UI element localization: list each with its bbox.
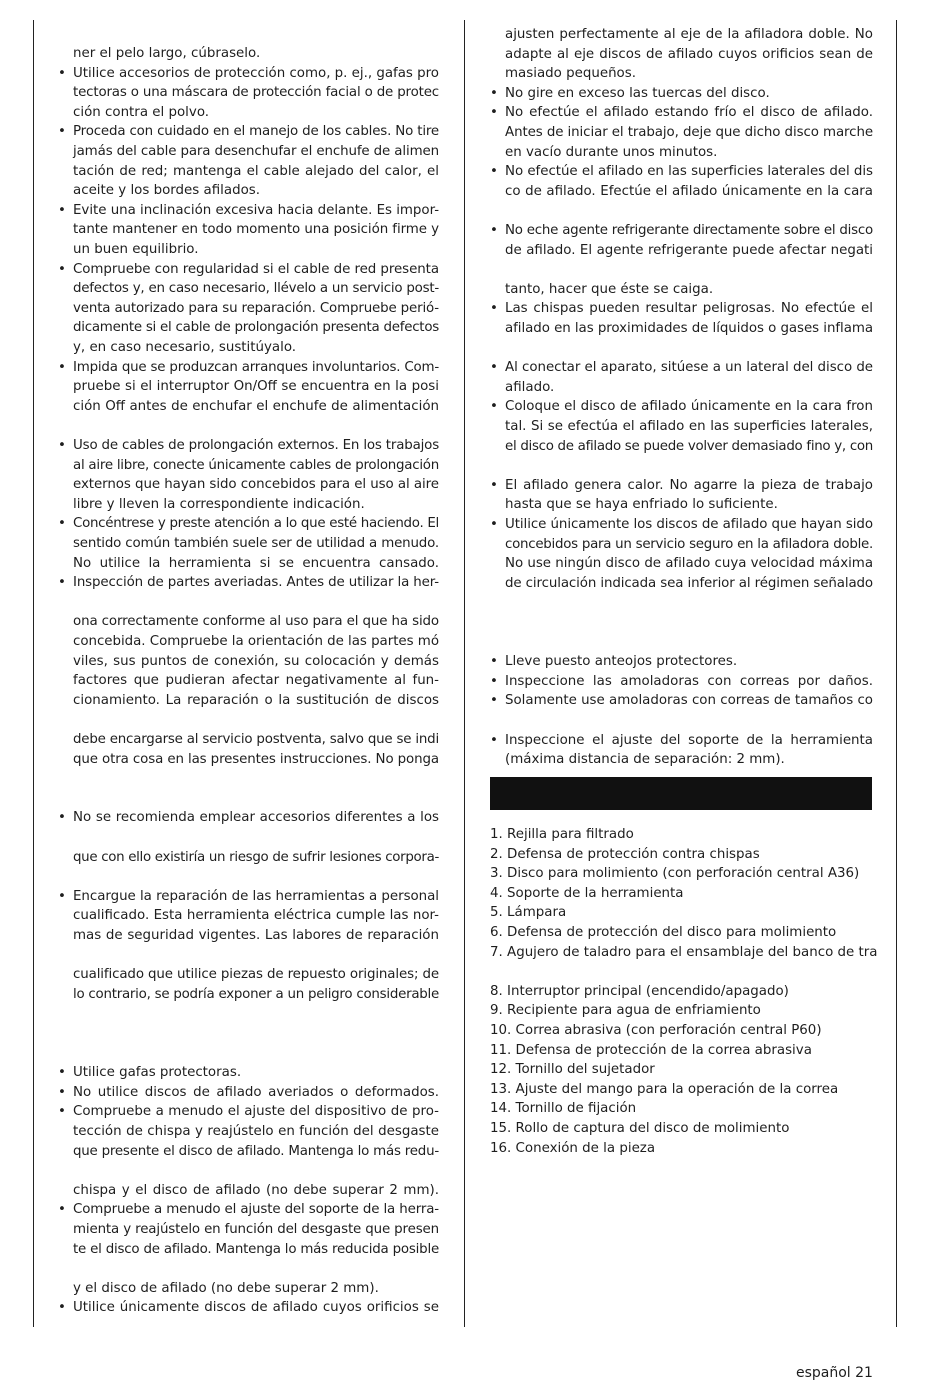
parts-list — [490, 825, 878, 1158]
right-text-line: No gire en exceso las tuercas del disco. — [505, 85, 770, 101]
left-text-line: tante mantener en todo momento una posición firme y — [73, 222, 439, 238]
right-text-line: No efectúe el afilado en las superficies laterales del dis — [505, 164, 873, 180]
right-text-line: afilado. — [505, 379, 555, 395]
left-text-line: Impida que se produzcan arranques involuntarios. Com- — [73, 359, 439, 375]
parts-list-item: 15. Rollo de captura del disco de molimiento — [490, 1120, 790, 1136]
left-text-line: Inspección de partes averiadas. Antes de utilizar la her- — [73, 575, 439, 591]
left-text-line: Compruebe a menudo el ajuste del dispositivo de pro- — [73, 1104, 439, 1120]
left-text-line: debe encargarse al servicio postventa, salvo que se indi — [73, 732, 439, 747]
right-text-line: el disco de afilado se puede volver demasiado fino y, con — [505, 438, 873, 454]
right-column — [466, 0, 896, 1387]
left-text-line: No utilice discos de afilado averiados o deformados. — [73, 1084, 439, 1100]
left-text-line: mienta y reajústelo en función del desgaste que presen — [73, 1222, 439, 1237]
bullet-marker: • — [58, 202, 66, 218]
bullet-marker: • — [58, 65, 66, 81]
bullet-marker: • — [58, 1104, 66, 1120]
bullet-marker: • — [58, 1065, 66, 1081]
right-text-line: El afilado genera calor. No agarre la pieza de trabajo — [505, 477, 873, 493]
parts-list-item: 9. Recipiente para agua de enfriamiento — [490, 1003, 761, 1019]
right-text-line: concebidos para un servicio seguro en la afiladora doble. — [505, 536, 873, 552]
right-text-line: hasta que se haya enfriado lo suficiente. — [505, 497, 778, 513]
left-text-line: Utilice únicamente discos de afilado cuyos orificios se — [73, 1300, 439, 1316]
bullet-marker: • — [490, 223, 498, 238]
left-text-line: viles, sus puntos de conexión, su colocación y demás — [73, 653, 439, 669]
left-text-line: tección de chispa y reajústelo en función del desgaste — [73, 1124, 439, 1139]
right-text-line: (máxima distancia de separación: 2 mm). — [505, 752, 785, 768]
left-text-line: aceite y los bordes afilados. — [73, 183, 261, 199]
left-text-line: libre y lleven la correspondiente indicación. — [73, 496, 365, 512]
bullet-marker: • — [58, 1084, 66, 1100]
left-text-line: ner el pelo largo, cúbraselo. — [73, 46, 261, 61]
left-text-line: cualificado. Esta herramienta eléctrica cumple las nor- — [73, 908, 439, 924]
column-divider-rule — [464, 20, 465, 1327]
left-text-line: ción contra el polvo. — [73, 104, 210, 120]
bullet-marker: • — [490, 164, 498, 180]
parts-list-item: 11. Defensa de protección de la correa abrasiva — [490, 1042, 812, 1058]
left-text-line: ona correctamente conforme al uso para el que ha sido — [73, 614, 439, 630]
left-text-line: un buen equilibrio. — [73, 242, 199, 257]
right-text-line: Las chispas pueden resultar peligrosas. No efectúe el — [505, 301, 873, 317]
right-text-line: adapte al eje discos de afilado cuyos orificios sean de — [505, 46, 873, 62]
left-text-line: al aire libre, conecte únicamente cables de prolongación — [73, 457, 439, 473]
left-text-line: Evite una inclinación excesiva hacia delante. Es impor- — [73, 202, 439, 218]
left-text-line: factores que pudieran afectar negativamente al fun- — [73, 673, 439, 689]
bullet-marker: • — [490, 301, 498, 317]
left-column — [0, 0, 462, 1387]
bullet-marker: • — [58, 575, 66, 591]
parts-list-item: 3. Disco para molimiento (con perforación central A36) — [490, 866, 860, 882]
left-text-line: pruebe si el interruptor On/Off se encuentra en la posi — [73, 379, 439, 395]
bullet-marker: • — [58, 888, 66, 904]
parts-list-item: 4. Soporte de la herramienta — [490, 885, 684, 901]
left-text-line: Uso de cables de prolongación externos. En los trabajos — [73, 438, 439, 453]
parts-list-item: 5. Lámpara — [490, 905, 567, 921]
bullet-marker: • — [490, 654, 498, 670]
left-text-line: No utilice la herramienta si se encuentra cansado. — [73, 555, 439, 571]
left-text-line: tectoras o una máscara de protección facial o de protec — [73, 85, 439, 101]
parts-list-item: 14. Tornillo de fijación — [490, 1101, 637, 1117]
left-text-line: cualificado que utilice piezas de repuesto originales; de — [73, 967, 439, 983]
right-text-line: No eche agente refrigerante directamente sobre el disco — [505, 223, 873, 238]
right-text-line: Utilice únicamente los discos de afilado que hayan sido — [505, 517, 873, 532]
left-text-line: te el disco de afilado. Mantenga lo más reducida posible — [73, 1241, 439, 1257]
left-text-line: que presente el disco de afilado. Mantenga lo más redu- — [73, 1143, 439, 1159]
left-text-line: que otra cosa en las presentes instrucciones. No ponga — [73, 751, 439, 767]
left-text-line: sentido común también suele ser de utilidad a menudo. — [73, 536, 439, 551]
bullet-marker: • — [490, 399, 498, 415]
left-text-line: Utilice gafas protectoras. — [73, 1065, 242, 1081]
left-text-line: lo contrario, se podría exponer a un peligro considerable — [73, 986, 439, 1002]
left-text-line: dicamente si el cable de prolongación presenta defectos — [73, 320, 439, 336]
right-text-line: No use ningún disco de afilado cuya velocidad máxima — [505, 556, 873, 572]
right-text-line: Solamente use amoladoras con correas de tamaños co — [505, 693, 873, 709]
bullet-marker: • — [490, 517, 498, 532]
parts-list-item: 7. Agujero de taladro para el ensamblaje del banco de tra — [490, 944, 878, 960]
right-text-line: co de afilado. Efectúe el afilado únicamente en la cara — [505, 183, 873, 199]
bullet-marker: • — [58, 1300, 66, 1316]
bullet-marker: • — [58, 1202, 66, 1218]
parts-list-item: 2. Defensa de protección contra chispas — [490, 846, 760, 862]
parts-list-item — [490, 962, 878, 982]
bullet-marker: • — [490, 693, 498, 709]
left-text-line: concebida. Compruebe la orientación de las partes mó — [73, 634, 439, 649]
left-text-line: Concéntrese y preste atención a lo que esté haciendo. El — [73, 516, 439, 532]
bullet-marker: • — [58, 124, 66, 140]
parts-list-item: 10. Correa abrasiva (con perforación central P60) — [490, 1022, 822, 1038]
parts-list-item: 12. Tornillo del sujetador — [490, 1062, 655, 1078]
right-text-line: Antes de iniciar el trabajo, deje que dicho disco marche — [505, 125, 873, 140]
bullet-marker: • — [58, 438, 66, 453]
left-text-line: y el disco de afilado (no debe superar 2 mm). — [73, 1280, 379, 1296]
left-text-line: cionamiento. La reparación o la sustitución de discos — [73, 692, 439, 708]
parts-list-item: 16. Conexión de la pieza — [490, 1140, 656, 1156]
left-text-line: No se recomienda emplear accesorios diferentes a los — [73, 810, 439, 826]
right-margin-rule — [896, 20, 897, 1327]
left-text-line: mas de seguridad vigentes. Las labores de reparación — [73, 928, 439, 943]
left-text-line: que con ello existiría un riesgo de sufrir lesiones corpora- — [73, 849, 439, 865]
bullet-marker: • — [490, 360, 498, 376]
right-text-line: tanto, hacer que éste se caiga. — [505, 281, 714, 297]
right-text-line: de circulación indicada sea inferior al régimen señalado — [505, 575, 873, 591]
right-text-line: Lleve puesto anteojos protectores. — [505, 654, 738, 670]
left-text-line: Compruebe con regularidad si el cable de red presenta — [73, 261, 439, 277]
bullet-marker: • — [490, 85, 498, 101]
right-text-line: de afilado. El agente refrigerante puede afectar negati — [505, 242, 873, 258]
right-text-line: en vacío durante unos minutos. — [505, 144, 718, 160]
left-text-line: Proceda con cuidado en el manejo de los cables. No tire — [73, 124, 439, 140]
parts-list-item: 8. Interruptor principal (encendido/apagado) — [490, 983, 789, 999]
right-text-line: masiado pequeños. — [505, 66, 636, 82]
right-text-line: Inspeccione las amoladoras con correas por daños. — [505, 673, 873, 689]
parts-list-item: 6. Defensa de protección del disco para molimiento — [490, 924, 837, 940]
left-text-line: y, en caso necesario, sustitúyalo. — [73, 340, 297, 355]
left-text-line: defectos y, en caso necesario, llévelo a un servicio post- — [73, 281, 439, 297]
left-text-line: Utilice accesorios de protección como, p. ej., gafas pro — [73, 65, 439, 81]
bullet-marker: • — [490, 105, 498, 121]
bullet-marker: • — [58, 359, 66, 375]
right-text-line: Coloque el disco de afilado únicamente en la cara fron — [505, 399, 873, 415]
right-text-line: Inspeccione el ajuste del soporte de la herramienta — [505, 732, 873, 748]
bullet-marker: • — [58, 261, 66, 277]
parts-list-item: 13. Ajuste del mango para la operación de la correa — [490, 1081, 839, 1097]
left-text-line: externos que hayan sido concebidos para el uso al aire — [73, 477, 439, 493]
left-text-line: Encargue la reparación de las herramientas a personal — [73, 888, 439, 904]
left-text-line: Compruebe a menudo el ajuste del soporte de la herra- — [73, 1202, 439, 1218]
left-text-line: tación de red; mantenga el cable alejado del calor, el — [73, 163, 439, 179]
bullet-marker: • — [490, 477, 498, 493]
right-text-line: No efectúe el afilado estando frío el disco de afilado. — [505, 105, 873, 121]
section-header-bar — [490, 777, 872, 810]
left-text-line: venta autorizado para su reparación. Compruebe perió- — [73, 300, 439, 316]
page-number: español 21 — [796, 1365, 873, 1381]
bullet-marker: • — [490, 673, 498, 689]
parts-list-item: 1. Rejilla para filtrado — [490, 827, 634, 842]
right-text-line: afilado en las proximidades de líquidos o gases inflama — [505, 321, 873, 336]
bullet-marker: • — [58, 810, 66, 826]
bullet-marker: • — [490, 732, 498, 748]
bullet-marker: • — [58, 516, 66, 532]
right-text-line: ajusten perfectamente al eje de la afiladora doble. No — [505, 27, 873, 42]
left-text-line: chispa y el disco de afilado (no debe superar 2 mm). — [73, 1182, 439, 1198]
left-text-line: jamás del cable para desenchufar el enchufe de alimen — [73, 144, 439, 159]
left-text-line: ción Off antes de enchufar el enchufe de alimentación — [73, 398, 439, 414]
right-text-line: tal. Si se efectúa el afilado en las superficies laterales, — [505, 419, 873, 434]
right-text-line: Al conectar el aparato, sitúese a un lateral del disco de — [505, 360, 873, 376]
